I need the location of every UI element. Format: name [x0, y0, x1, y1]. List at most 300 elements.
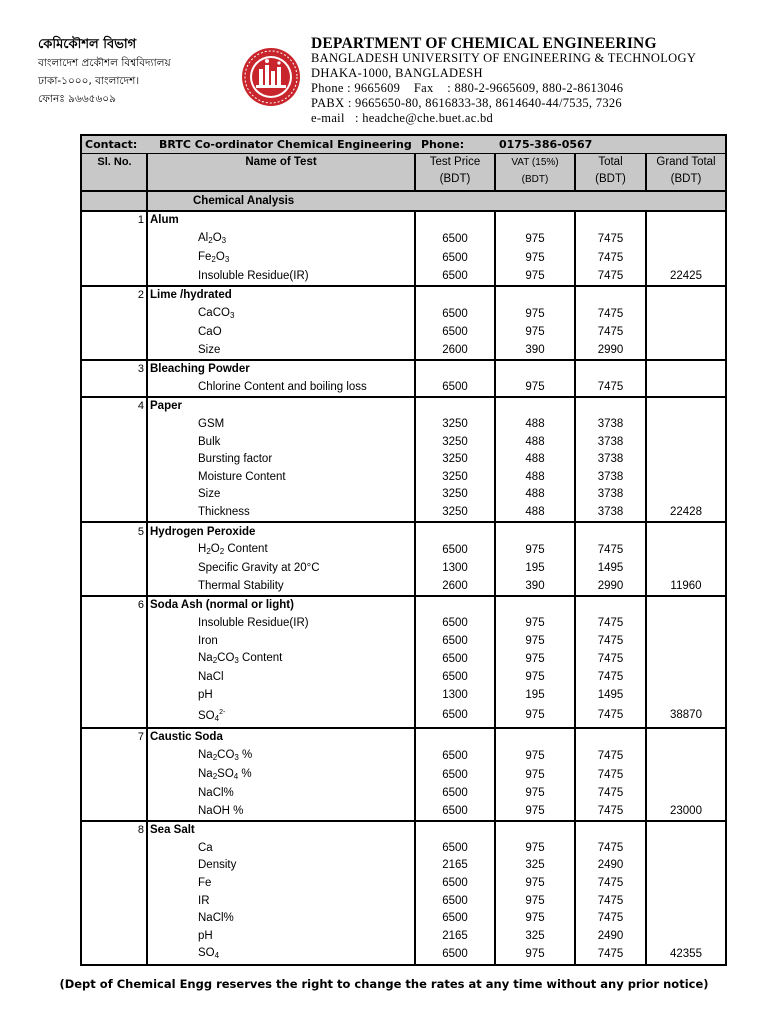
test-name: NaOH %: [147, 802, 415, 821]
column-header-row: [81, 154, 726, 192]
contact-label: Contact:: [85, 138, 138, 151]
test-name: NaCl%: [147, 910, 415, 928]
col-header-total-unit: (BDT): [595, 173, 626, 185]
test-price: 6500: [415, 324, 495, 342]
empty-cell: [495, 728, 575, 747]
empty-cell: [646, 360, 726, 379]
serial-cell: [81, 857, 147, 875]
empty-cell: [575, 286, 646, 305]
grand-total: 22425: [646, 268, 726, 287]
table-row: [81, 433, 726, 451]
empty-cell: [646, 433, 726, 451]
total-amount: 7475: [575, 650, 646, 669]
empty-cell: [646, 669, 726, 687]
group-header-row: [81, 522, 726, 541]
serial-number: 6: [81, 596, 147, 615]
empty-cell: [646, 541, 726, 560]
test-name: Thermal Stability: [147, 578, 415, 597]
serial-number: 1: [81, 211, 147, 230]
empty-cell: [646, 397, 726, 416]
empty-cell: [495, 211, 575, 230]
test-price: 6500: [415, 615, 495, 633]
phone-label: Phone:: [415, 135, 495, 154]
table-row: [81, 927, 726, 945]
total-amount: 3738: [575, 486, 646, 504]
test-price: 6500: [415, 910, 495, 928]
grand-total: [646, 341, 726, 360]
empty-cell: [495, 397, 575, 416]
grand-total: 38870: [646, 704, 726, 728]
col-header-sl: Sl. No.: [81, 154, 147, 192]
vat-amount: 975: [495, 541, 575, 560]
empty-cell: [575, 360, 646, 379]
empty-cell: [646, 686, 726, 704]
serial-cell: [81, 802, 147, 821]
test-price: 3250: [415, 416, 495, 434]
test-price: 1300: [415, 686, 495, 704]
empty-cell: [646, 469, 726, 487]
serial-cell: [81, 504, 147, 523]
serial-number: 5: [81, 522, 147, 541]
test-price: 2600: [415, 578, 495, 597]
bangla-address-block: [38, 36, 171, 108]
serial-cell: [81, 379, 147, 398]
table-row: [81, 704, 726, 728]
section-title: Chemical Analysis: [147, 191, 726, 211]
test-name: CaCO$_3$: [147, 305, 415, 324]
table-row: [81, 839, 726, 857]
empty-cell: [646, 747, 726, 766]
col-header-name: Name of Test: [147, 154, 415, 192]
test-name: IR: [147, 892, 415, 910]
total-amount: 7475: [575, 615, 646, 633]
test-price: 1300: [415, 560, 495, 578]
serial-cell: [81, 451, 147, 469]
serial-cell: [81, 469, 147, 487]
serial-cell: [81, 927, 147, 945]
group-header-row: [81, 596, 726, 615]
city-line: DHAKA-1000, BANGLADESH: [311, 66, 483, 80]
grand-total: 22428: [646, 504, 726, 523]
dept-title: DEPARTMENT OF CHEMICAL ENGINEERING: [311, 35, 657, 52]
serial-cell: [81, 486, 147, 504]
bangla-city: ঢাকা-১০০০, বাংলাদেশ।: [38, 75, 140, 87]
test-name: Bulk: [147, 433, 415, 451]
bangla-phone: ফোনঃ ৯৬৬৫৬০৯: [38, 93, 116, 105]
empty-cell: [646, 927, 726, 945]
english-address-block: [311, 36, 696, 126]
table-row: [81, 560, 726, 578]
test-price: 6500: [415, 875, 495, 893]
empty-cell: [646, 650, 726, 669]
test-price: 3250: [415, 451, 495, 469]
section-row: [81, 191, 726, 211]
empty-cell: [415, 397, 495, 416]
bangla-university-name: বাংলাদেশ প্রকৌশল বিশ্ববিদ্যালয়: [38, 57, 171, 69]
vat-amount: 975: [495, 268, 575, 287]
contact-name: BRTC Co-ordinator Chemical Engineering: [159, 138, 412, 151]
table-row: [81, 766, 726, 785]
table-row: [81, 578, 726, 597]
col-header-grand: [646, 154, 726, 192]
total-amount: 2490: [575, 857, 646, 875]
serial-cell: [81, 249, 147, 268]
table-row: [81, 857, 726, 875]
serial-cell: [81, 341, 147, 360]
col-header-vat-unit: (BDT): [521, 174, 549, 185]
table-row: [81, 785, 726, 803]
serial-cell: [81, 945, 147, 965]
total-amount: 7475: [575, 230, 646, 249]
vat-amount: 488: [495, 416, 575, 434]
total-amount: 7475: [575, 704, 646, 728]
vat-amount: 975: [495, 704, 575, 728]
test-name: Chlorine Content and boiling loss: [147, 379, 415, 398]
total-amount: 7475: [575, 910, 646, 928]
empty-cell: [415, 596, 495, 615]
group-header-row: [81, 286, 726, 305]
table-row: [81, 416, 726, 434]
table-row: [81, 669, 726, 687]
total-amount: 1495: [575, 686, 646, 704]
test-name: $SO_4$: [147, 945, 415, 965]
test-price: 6500: [415, 650, 495, 669]
empty-cell: [495, 821, 575, 840]
table-row: [81, 650, 726, 669]
vat-amount: 325: [495, 927, 575, 945]
serial-cell: [81, 704, 147, 728]
table-row: [81, 504, 726, 523]
test-name: $Fe_2O_3$: [147, 249, 415, 268]
total-amount: 7475: [575, 892, 646, 910]
vat-amount: 195: [495, 560, 575, 578]
empty-cell: [495, 522, 575, 541]
test-name: Size: [147, 486, 415, 504]
empty-cell: [575, 728, 646, 747]
col-header-total-label: Total: [598, 156, 623, 168]
test-price: 6500: [415, 892, 495, 910]
test-price: 6500: [415, 230, 495, 249]
vat-amount: 975: [495, 230, 575, 249]
col-header-grand-unit: (BDT): [670, 173, 702, 185]
test-name: $H_2O_2$ Content: [147, 541, 415, 560]
empty-cell: [646, 839, 726, 857]
pabx-line: PABX : 9665650-80, 8616833-38, 8614640-44/7535, 7326: [311, 96, 622, 110]
table-row: [81, 268, 726, 287]
serial-cell: [81, 686, 147, 704]
total-amount: 7475: [575, 669, 646, 687]
serial-cell: [81, 910, 147, 928]
total-amount: 7475: [575, 747, 646, 766]
group-name: Lime /hydrated: [147, 286, 415, 305]
group-name: Caustic Soda: [147, 728, 415, 747]
test-name: $Al_2O_3$: [147, 230, 415, 249]
empty-cell: [646, 249, 726, 268]
test-price: 6500: [415, 541, 495, 560]
test-price: 2600: [415, 341, 495, 360]
empty-cell: [415, 728, 495, 747]
serial-cell: [81, 541, 147, 560]
grand-total: 42355: [646, 945, 726, 965]
table-row: [81, 379, 726, 398]
serial-cell: [81, 615, 147, 633]
empty-cell: [646, 632, 726, 650]
col-header-price-label: Test Price: [429, 156, 481, 168]
empty-cell: [495, 286, 575, 305]
empty-cell: [646, 324, 726, 342]
total-amount: 7475: [575, 839, 646, 857]
phone-number: 0175-386-0567: [495, 135, 726, 154]
test-price: 6500: [415, 802, 495, 821]
test-name: pH: [147, 686, 415, 704]
table-row: [81, 305, 726, 324]
col-header-grand-label: Grand Total: [656, 156, 716, 168]
serial-number: 8: [81, 821, 147, 840]
test-price: 3250: [415, 504, 495, 523]
test-price: 6500: [415, 268, 495, 287]
test-price: 2165: [415, 927, 495, 945]
group-header-row: [81, 211, 726, 230]
empty-cell: [646, 766, 726, 785]
serial-cell: [81, 324, 147, 342]
serial-cell: [81, 560, 147, 578]
serial-cell: [81, 578, 147, 597]
vat-amount: 390: [495, 341, 575, 360]
col-header-price-unit: (BDT): [439, 173, 471, 185]
total-amount: 7475: [575, 632, 646, 650]
vat-amount: 975: [495, 324, 575, 342]
table-row: [81, 341, 726, 360]
test-price: 6500: [415, 669, 495, 687]
table-row: [81, 632, 726, 650]
empty-cell: [646, 416, 726, 434]
test-price: 6500: [415, 249, 495, 268]
empty-cell: [646, 615, 726, 633]
table-row: [81, 230, 726, 249]
total-amount: 7475: [575, 268, 646, 287]
test-name: Fe: [147, 875, 415, 893]
vat-amount: 325: [495, 857, 575, 875]
contact-cell: [81, 135, 415, 154]
total-amount: 7475: [575, 324, 646, 342]
serial-number: 3: [81, 360, 147, 379]
empty-cell: [646, 522, 726, 541]
empty-cell: [415, 522, 495, 541]
group-header-row: [81, 360, 726, 379]
table-row: [81, 324, 726, 342]
test-name: CaO: [147, 324, 415, 342]
table-row: [81, 249, 726, 268]
serial-cell: [81, 650, 147, 669]
empty-cell: [646, 857, 726, 875]
section-sl-cell: [81, 191, 147, 211]
serial-cell: [81, 875, 147, 893]
col-header-vat: [495, 154, 575, 192]
empty-cell: [646, 286, 726, 305]
group-name: Paper: [147, 397, 415, 416]
vat-amount: 975: [495, 945, 575, 965]
serial-cell: [81, 268, 147, 287]
vat-amount: 488: [495, 504, 575, 523]
empty-cell: [646, 821, 726, 840]
serial-number: 4: [81, 397, 147, 416]
test-name: Size: [147, 341, 415, 360]
empty-cell: [646, 785, 726, 803]
vat-amount: 975: [495, 839, 575, 857]
test-price: 3250: [415, 433, 495, 451]
vat-amount: 975: [495, 802, 575, 821]
total-amount: 3738: [575, 433, 646, 451]
empty-cell: [495, 360, 575, 379]
total-amount: 3738: [575, 469, 646, 487]
total-amount: 1495: [575, 560, 646, 578]
vat-amount: 975: [495, 305, 575, 324]
total-amount: 2990: [575, 341, 646, 360]
serial-cell: [81, 892, 147, 910]
serial-number: 2: [81, 286, 147, 305]
total-amount: 2490: [575, 927, 646, 945]
bangla-dept-name: কেমিকৌশল বিভাগ: [38, 37, 137, 52]
vat-amount: 488: [495, 486, 575, 504]
vat-amount: 975: [495, 615, 575, 633]
vat-amount: 975: [495, 766, 575, 785]
col-header-vat-label: VAT (15%): [511, 157, 559, 168]
total-amount: 7475: [575, 945, 646, 965]
vat-amount: 975: [495, 747, 575, 766]
empty-cell: [495, 596, 575, 615]
test-price: 6500: [415, 747, 495, 766]
group-name: Hydrogen Peroxide: [147, 522, 415, 541]
empty-cell: [415, 286, 495, 305]
table-row: [81, 686, 726, 704]
serial-cell: [81, 669, 147, 687]
serial-cell: [81, 839, 147, 857]
test-name: Moisture Content: [147, 469, 415, 487]
test-name: Insoluble Residue(IR): [147, 268, 415, 287]
table-row: [81, 875, 726, 893]
test-price: 6500: [415, 704, 495, 728]
test-price: 6500: [415, 766, 495, 785]
phone-fax-line: Phone : 9665609 Fax : 880-2-9665609, 880-2-8613046: [311, 81, 624, 95]
email-line: e-mail : headche@che.buet.ac.bd: [311, 111, 494, 125]
test-price: 3250: [415, 469, 495, 487]
total-amount: 7475: [575, 541, 646, 560]
buet-logo-icon: [241, 47, 301, 107]
empty-cell: [575, 397, 646, 416]
empty-cell: [646, 230, 726, 249]
test-name: $Na_2CO_3$ Content: [147, 650, 415, 669]
test-name: $SO_4^{2-}$: [147, 704, 415, 728]
empty-cell: [415, 360, 495, 379]
serial-cell: [81, 632, 147, 650]
vat-amount: 975: [495, 875, 575, 893]
serial-cell: [81, 305, 147, 324]
test-name: GSM: [147, 416, 415, 434]
table-row: [81, 541, 726, 560]
total-amount: 7475: [575, 875, 646, 893]
table-row: [81, 892, 726, 910]
grand-total: [646, 379, 726, 398]
empty-cell: [646, 451, 726, 469]
empty-cell: [646, 892, 726, 910]
empty-cell: [575, 211, 646, 230]
empty-cell: [646, 728, 726, 747]
vat-amount: 390: [495, 578, 575, 597]
empty-cell: [646, 560, 726, 578]
empty-cell: [646, 486, 726, 504]
total-amount: 3738: [575, 416, 646, 434]
total-amount: 3738: [575, 504, 646, 523]
test-name: $Na_2SO_4$ %: [147, 766, 415, 785]
grand-total: 23000: [646, 802, 726, 821]
footer-notice: (Dept of Chemical Engg reserves the right to change the rates at any time without any prior notice): [59, 977, 709, 991]
empty-cell: [646, 305, 726, 324]
test-name: Specific Gravity at 20°C: [147, 560, 415, 578]
university-name: BANGLADESH UNIVERSITY OF ENGINEERING & TECHNOLOGY: [311, 51, 697, 65]
contact-row: [81, 135, 726, 154]
table-row: [81, 747, 726, 766]
vat-amount: 975: [495, 892, 575, 910]
vat-amount: 488: [495, 433, 575, 451]
empty-cell: [415, 821, 495, 840]
serial-cell: [81, 785, 147, 803]
empty-cell: [575, 596, 646, 615]
col-header-total: [575, 154, 646, 192]
total-amount: 7475: [575, 785, 646, 803]
vat-amount: 195: [495, 686, 575, 704]
test-name: Insoluble Residue(IR): [147, 615, 415, 633]
vat-amount: 975: [495, 785, 575, 803]
test-price: 3250: [415, 486, 495, 504]
test-name: Bursting factor: [147, 451, 415, 469]
table-row: [81, 615, 726, 633]
empty-cell: [575, 522, 646, 541]
empty-cell: [646, 910, 726, 928]
total-amount: 7475: [575, 766, 646, 785]
empty-cell: [646, 596, 726, 615]
test-price: 6500: [415, 839, 495, 857]
table-row: [81, 486, 726, 504]
group-header-row: [81, 397, 726, 416]
vat-amount: 975: [495, 249, 575, 268]
vat-amount: 975: [495, 910, 575, 928]
col-header-price: [415, 154, 495, 192]
test-price: 2165: [415, 857, 495, 875]
vat-amount: 488: [495, 451, 575, 469]
group-header-row: [81, 821, 726, 840]
grand-total: 11960: [646, 578, 726, 597]
total-amount: 2990: [575, 578, 646, 597]
empty-cell: [646, 875, 726, 893]
empty-cell: [415, 211, 495, 230]
test-name: Density: [147, 857, 415, 875]
group-name: Soda Ash (normal or light): [147, 596, 415, 615]
total-amount: 7475: [575, 379, 646, 398]
table-row: [81, 451, 726, 469]
vat-amount: 488: [495, 469, 575, 487]
test-price: 6500: [415, 785, 495, 803]
empty-cell: [575, 821, 646, 840]
test-price: 6500: [415, 379, 495, 398]
test-name: Iron: [147, 632, 415, 650]
vat-amount: 975: [495, 650, 575, 669]
serial-number: 7: [81, 728, 147, 747]
vat-amount: 975: [495, 669, 575, 687]
total-amount: 3738: [575, 451, 646, 469]
test-price: 6500: [415, 305, 495, 324]
test-name: NaCl%: [147, 785, 415, 803]
price-table: [80, 134, 727, 966]
